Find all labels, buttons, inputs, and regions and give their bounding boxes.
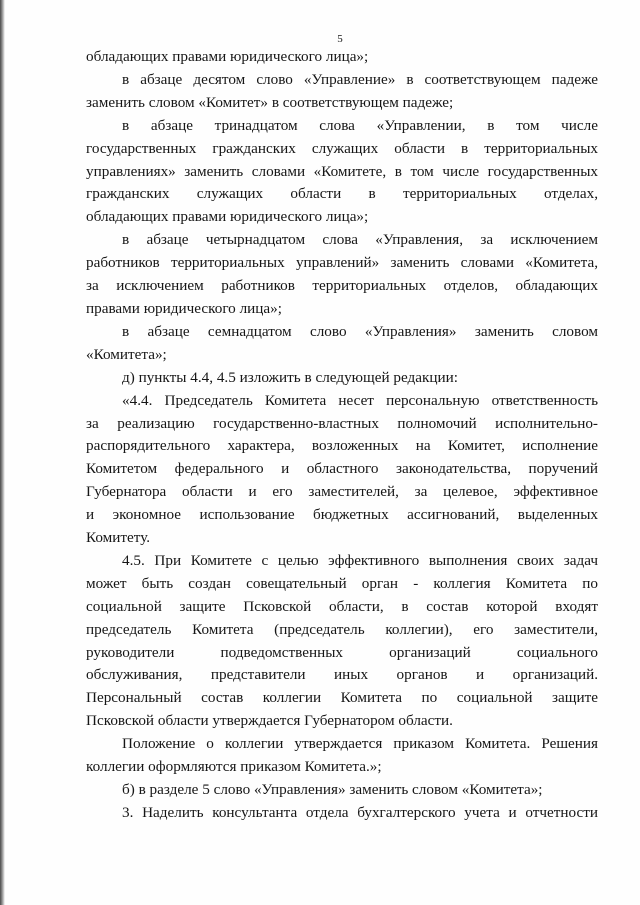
text-line: руководители подведомственных организаций социального [86, 643, 598, 661]
text-line: д) пункты 4.4, 4.5 изложить в следующей редакции: [122, 368, 458, 386]
text-line: может быть создан совещательный орган - коллегия Комитета по [86, 574, 598, 592]
text-line: «4.4. Председатель Комитета несет персональную ответственность [122, 391, 598, 409]
page-number: 5 [337, 33, 343, 45]
text-line: Положение о коллегии утверждается приказом Комитета. Решения [122, 735, 598, 753]
text-line: председатель Комитета (председатель коллегии), его заместители, [86, 620, 598, 638]
text-line: в абзаце десятом слово «Управление» в соответствующем падеже [122, 70, 598, 88]
text-line: распорядительного характера, возложенных на Комитет, исполнение [86, 437, 598, 455]
text-line: правами юридического лица»; [86, 299, 282, 317]
text-line: в абзаце тринадцатом слова «Управлении, в том числе [122, 116, 598, 134]
text-line: гражданских служащих области в территориальных отделах, [86, 185, 598, 203]
text-line: б) в разделе 5 слово «Управления» заменить словом «Комитета»; [122, 781, 543, 798]
text-line: обладающих правами юридического лица»; [86, 208, 369, 226]
text-line: обслуживания, представители иных органов и организаций. [86, 666, 598, 684]
text-line: и экономное использование бюджетных ассигнований, выделенных [86, 506, 598, 524]
document-body [86, 46, 598, 825]
text-line: 4.5. При Комитете с целью эффективного выполнения своих задач [122, 551, 598, 569]
text-line: за реализацию государственно-властных полномочий исполнительно- [86, 414, 598, 432]
text-line: Персональный состав коллегии Комитета по социальной защите [86, 689, 598, 707]
text-line: работников территориальных управлений» заменить словами «Комитета, [86, 254, 598, 272]
text-line: заменить словом «Комитет» в соответствующем падеже; [86, 93, 454, 111]
text-line: Комитету. [86, 529, 151, 547]
text-line: за исключением работников территориальных отделов, обладающих [86, 277, 598, 295]
text-line: Губернатора области и его заместителей, за целевое, эффективное [86, 483, 598, 501]
text-line: Комитетом федерального и областного законодательства, поручений [86, 460, 598, 478]
text-line: управлениях» заменить словами «Комитете, в том числе государственных [86, 162, 598, 180]
text-line: в абзаце четырнадцатом слова «Управления, за исключением [122, 231, 598, 249]
text-line: обладающих правами юридического лица»; [86, 48, 369, 65]
text-line: 3. Наделить консультанта отдела бухгалтерского учета и отчетности [122, 803, 598, 821]
text-line: коллегии оформляются приказом Комитета.»; [86, 758, 382, 776]
text-line: социальной защите Псковской области, в состав которой входят [86, 597, 598, 615]
text-line: Псковской области утверждается Губернатором области. [86, 712, 453, 730]
text-line: государственных гражданских служащих области в территориальных [86, 139, 598, 157]
text-line: «Комитета»; [86, 345, 167, 363]
text-line: в абзаце семнадцатом слово «Управления» заменить словом [122, 322, 598, 340]
scan-edge [0, 0, 5, 905]
